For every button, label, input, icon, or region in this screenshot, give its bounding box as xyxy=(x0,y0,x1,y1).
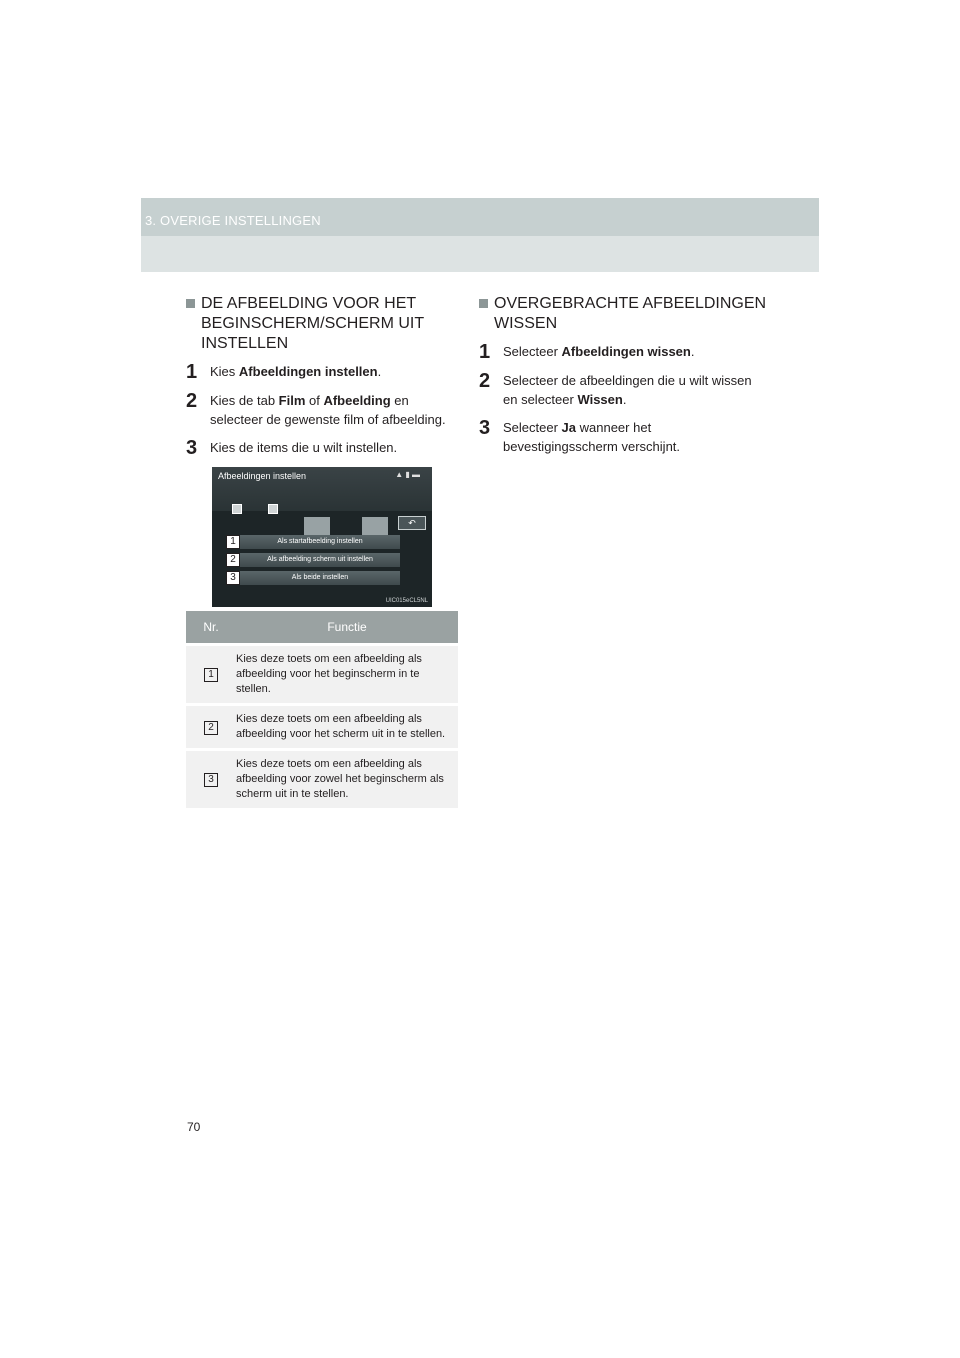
illustration-code: UIC015eCL5NL xyxy=(385,598,428,604)
header-band xyxy=(141,198,819,236)
thumbnail xyxy=(304,517,330,535)
column-header-nr: Nr. xyxy=(186,611,236,643)
row-number: 2 xyxy=(204,721,218,735)
step-2: 2 Kies de tab Film of Afbeelding en selecteer de gewenste film of afbeelding. xyxy=(186,390,446,427)
step-1: 1 Kies Afbeeldingen instellen. xyxy=(186,361,382,383)
section-title-delete-images: OVERGEBRACHTE AFBEELDINGEN WISSEN xyxy=(479,294,769,334)
back-button[interactable]: ↶ xyxy=(398,516,426,530)
screen-title: Afbeeldingen instellen xyxy=(218,471,307,481)
table-header xyxy=(186,611,458,643)
step-1: 1 Selecteer Afbeeldingen wissen. xyxy=(479,341,695,363)
table-row xyxy=(186,706,458,748)
left-column xyxy=(186,294,458,607)
callout-1: 1 xyxy=(226,535,240,549)
square-bullet-icon xyxy=(186,299,195,308)
page-header xyxy=(141,198,819,272)
step-3: 3 Kies de items die u wilt instellen. xyxy=(186,437,398,459)
film-icon xyxy=(268,504,278,514)
chapter-title: 3. OVERIGE INSTELLINGEN xyxy=(145,213,321,228)
row-number: 1 xyxy=(204,668,218,682)
callout-3: 3 xyxy=(226,571,240,585)
set-start-image-button[interactable]: Als startafbeelding instellen xyxy=(240,535,400,549)
image-icon xyxy=(232,504,242,514)
right-column xyxy=(479,294,769,465)
row-description: Kies deze toets om een afbeelding als afbeelding voor het scherm uit in te stellen. xyxy=(236,706,458,748)
step-2: 2 Selecteer de afbeeldingen die u wilt wissen en selecteer Wissen. xyxy=(479,370,752,407)
callout-2: 2 xyxy=(226,553,240,567)
screen-illustration xyxy=(212,467,432,607)
set-screen-off-image-button[interactable]: Als afbeelding scherm uit instellen xyxy=(240,553,400,567)
step-3: 3 Selecteer Ja wanneer het bevestigingsscherm verschijnt. xyxy=(479,417,681,454)
section-title-set-image: DE AFBEELDING VOOR HET BEGINSCHERM/SCHERM UIT INSTELLEN xyxy=(186,294,458,354)
row-description: Kies deze toets om een afbeelding als afbeelding voor het beginscherm in te stellen. xyxy=(236,646,458,703)
square-bullet-icon xyxy=(479,299,488,308)
column-header-functie: Functie xyxy=(236,611,458,643)
screen-tab-icons xyxy=(232,504,412,516)
table-row xyxy=(186,751,458,808)
page-number: 70 xyxy=(187,1120,201,1134)
status-icons: ▲ ▮ ▬ xyxy=(395,470,420,479)
inline-label: Afbeeldingen instellen xyxy=(238,364,378,379)
table-row xyxy=(186,646,458,703)
function-table xyxy=(186,611,458,808)
thumbnail xyxy=(362,517,388,535)
set-both-button[interactable]: Als beide instellen xyxy=(240,571,400,585)
row-description: Kies deze toets om een afbeelding als afbeelding voor zowel het beginscherm als scherm uit in te stellen. xyxy=(236,751,458,808)
row-number: 3 xyxy=(204,773,218,787)
